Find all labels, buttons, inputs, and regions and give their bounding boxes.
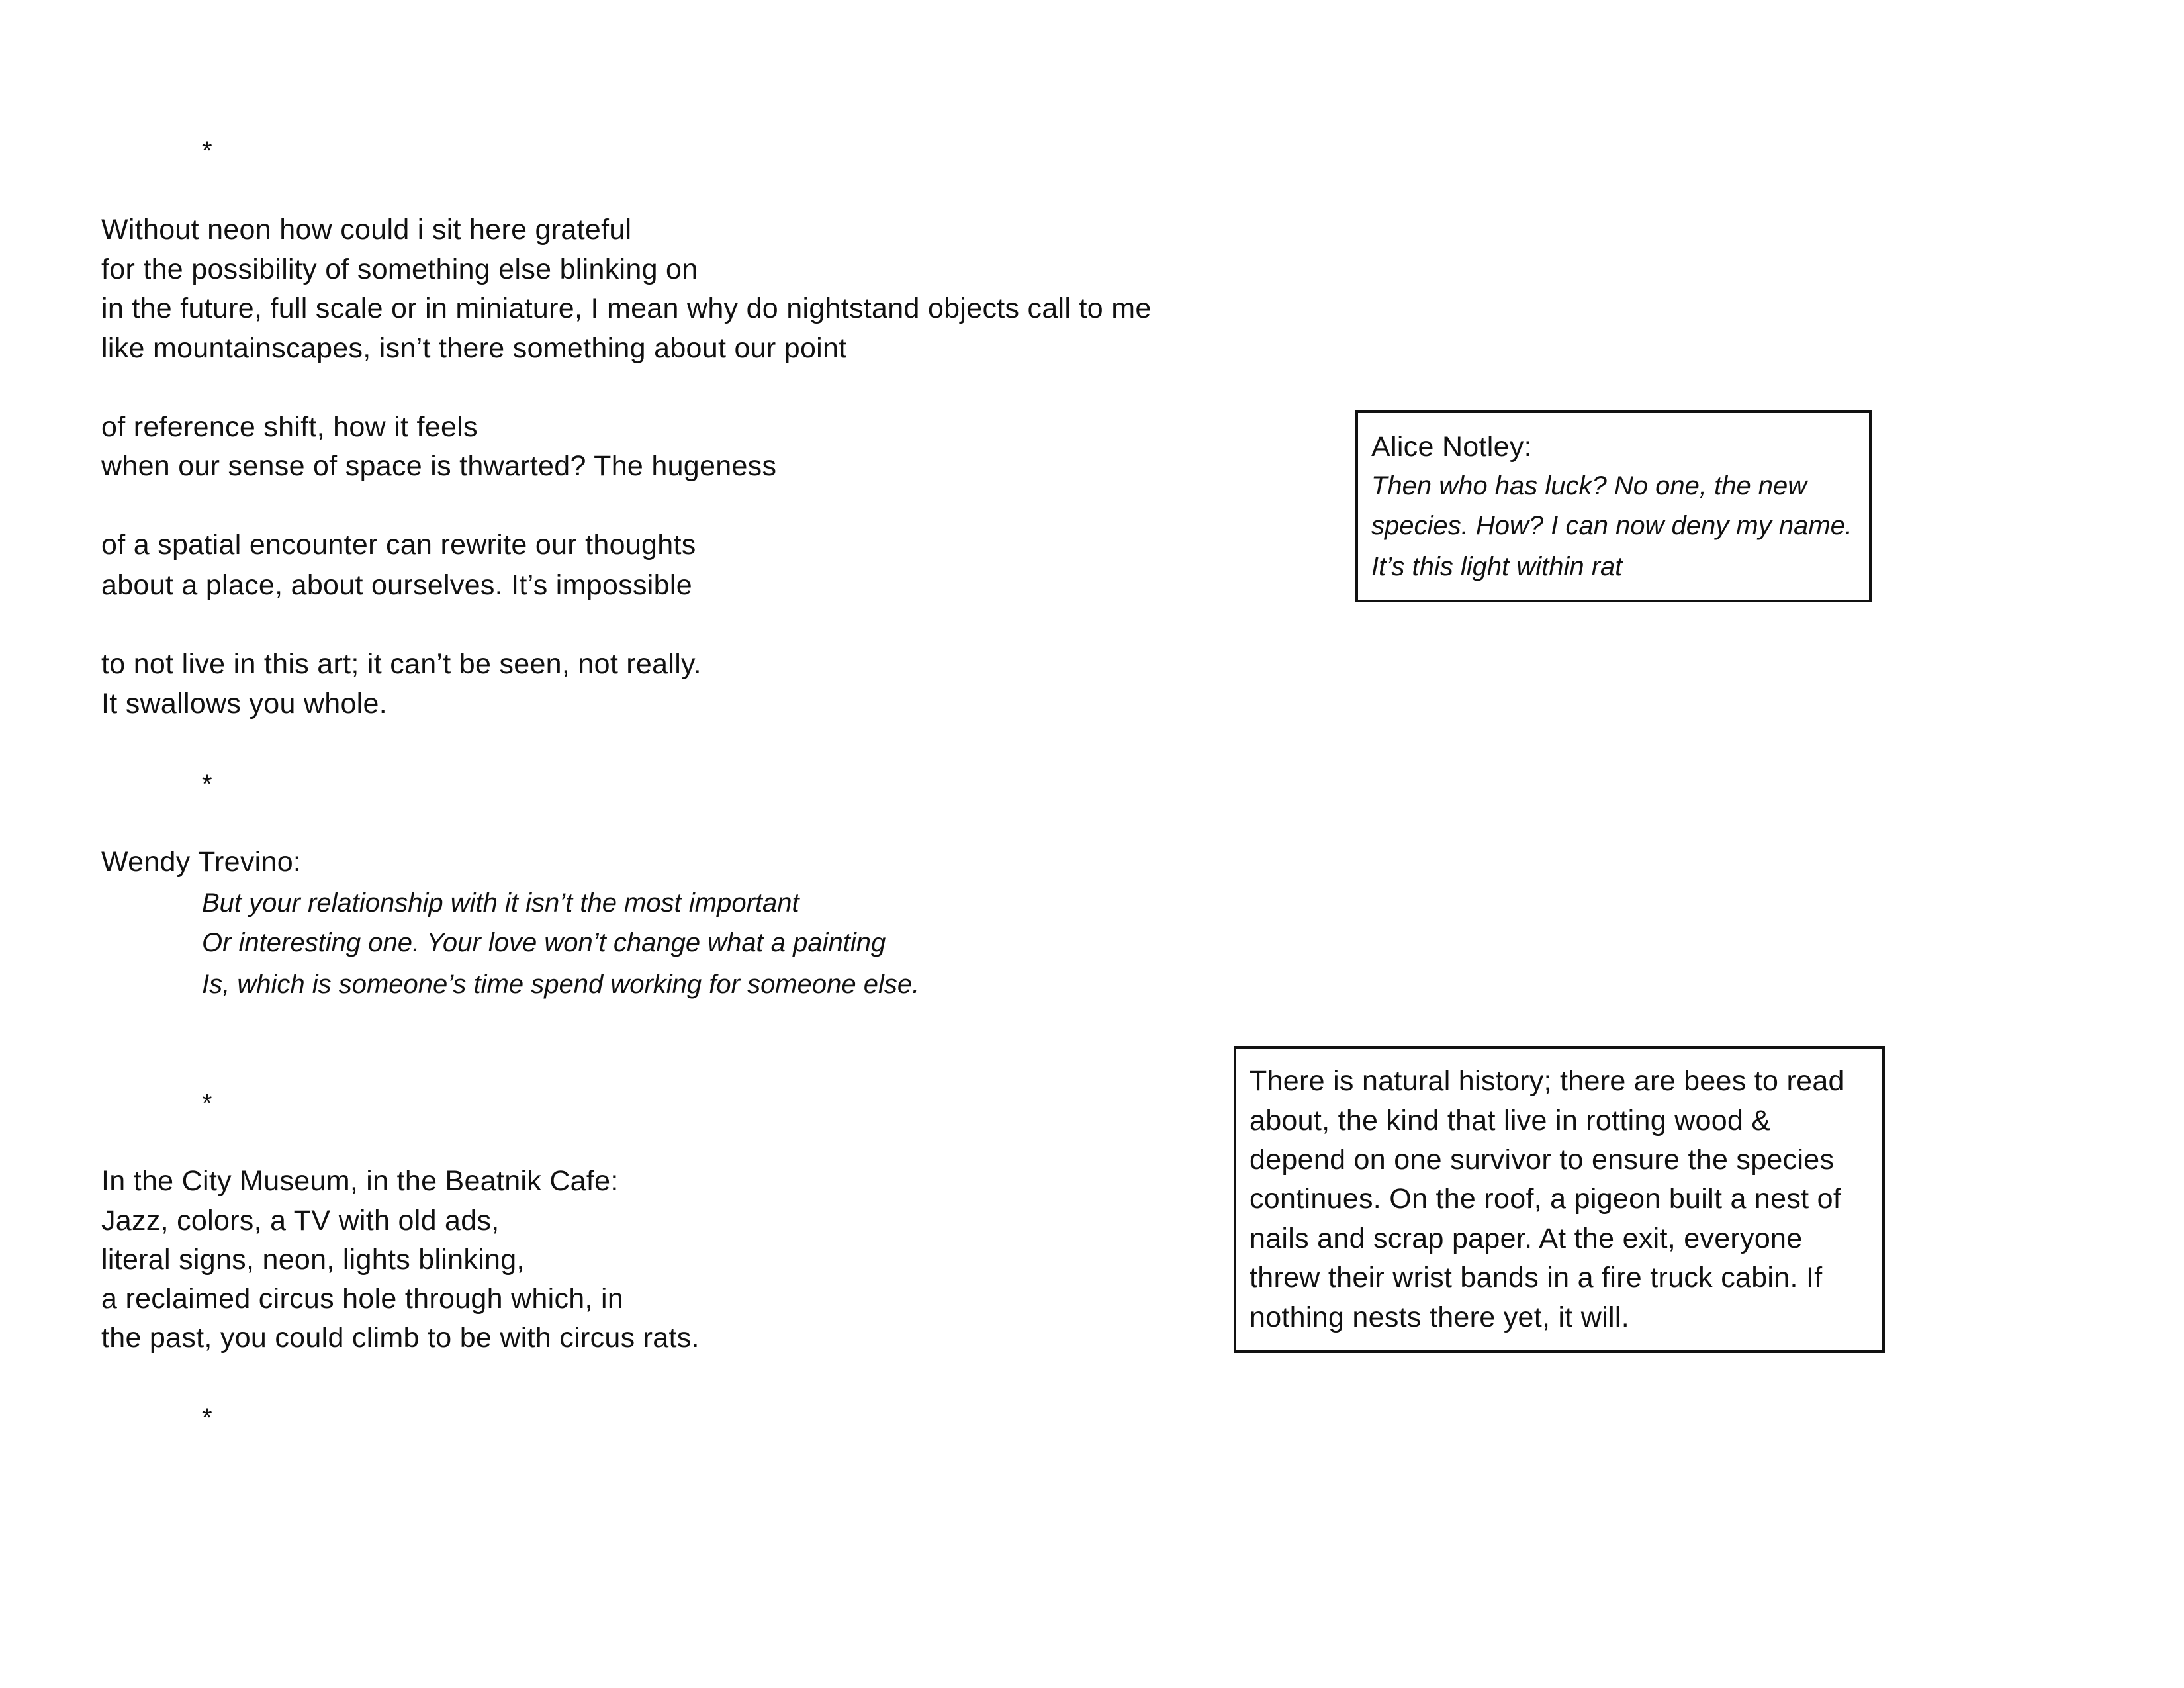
poem-line: a reclaimed circus hole through which, in xyxy=(101,1283,624,1315)
box-text-line: nothing nests there yet, it will. xyxy=(1250,1301,1629,1333)
poem-line: the past, you could climb to be with circus rats. xyxy=(101,1322,700,1354)
poem-line: about a place, about ourselves. It’s impossible xyxy=(101,569,692,601)
poem-line: Jazz, colors, a TV with old ads, xyxy=(101,1205,500,1237)
poem-line: of a spatial encounter can rewrite our thoughts xyxy=(101,529,696,561)
poem-line: It swallows you whole. xyxy=(101,688,388,720)
section-separator: * xyxy=(202,136,212,165)
quote-line: It’s this light within rat xyxy=(1371,552,1623,581)
quote-attribution: Alice Notley: xyxy=(1371,431,1532,463)
poem-line: in the future, full scale or in miniature, I mean why do nightstand objects call to me xyxy=(101,293,1152,324)
natural-history-box xyxy=(1234,1046,1885,1353)
poem-line: to not live in this art; it can’t be seen, not really. xyxy=(101,648,702,680)
box-text-line: depend on one survivor to ensure the species xyxy=(1250,1144,1835,1176)
poem-line: like mountainscapes, isn’t there something about our point xyxy=(101,332,847,364)
quote-line: Is, which is someone’s time spend working for someone else. xyxy=(202,970,920,999)
poem-line: of reference shift, how it feels xyxy=(101,411,478,443)
quote-line: species. How? I can now deny my name. xyxy=(1371,511,1853,540)
quote-line: Then who has luck? No one, the new xyxy=(1371,471,1807,500)
poem-line: when our sense of space is thwarted? The hugeness xyxy=(101,450,777,482)
poem-line: for the possibility of something else blinking on xyxy=(101,254,698,285)
box-text-line: about, the kind that live in rotting wood & xyxy=(1250,1105,1771,1137)
poem-line: Without neon how could i sit here grateful xyxy=(101,214,632,246)
quote-line: But your relationship with it isn’t the most important xyxy=(202,888,799,917)
poem-line: literal signs, neon, lights blinking, xyxy=(101,1244,525,1276)
section-separator: * xyxy=(202,1089,212,1118)
section-separator: * xyxy=(202,770,212,799)
quote-line: Or interesting one. Your love won’t change what a painting xyxy=(202,928,886,957)
poem-line: In the City Museum, in the Beatnik Cafe: xyxy=(101,1165,619,1197)
box-text-line: threw their wrist bands in a fire truck cabin. If xyxy=(1250,1262,1823,1293)
quote-attribution: Wendy Trevino: xyxy=(101,846,302,878)
section-separator: * xyxy=(202,1403,212,1432)
box-text-line: continues. On the roof, a pigeon built a nest of xyxy=(1250,1183,1842,1215)
box-text-line: nails and scrap paper. At the exit, everyone xyxy=(1250,1223,1803,1254)
alice-notley-quote-box xyxy=(1355,410,1872,602)
box-text-line: There is natural history; there are bees to read xyxy=(1250,1065,1844,1097)
